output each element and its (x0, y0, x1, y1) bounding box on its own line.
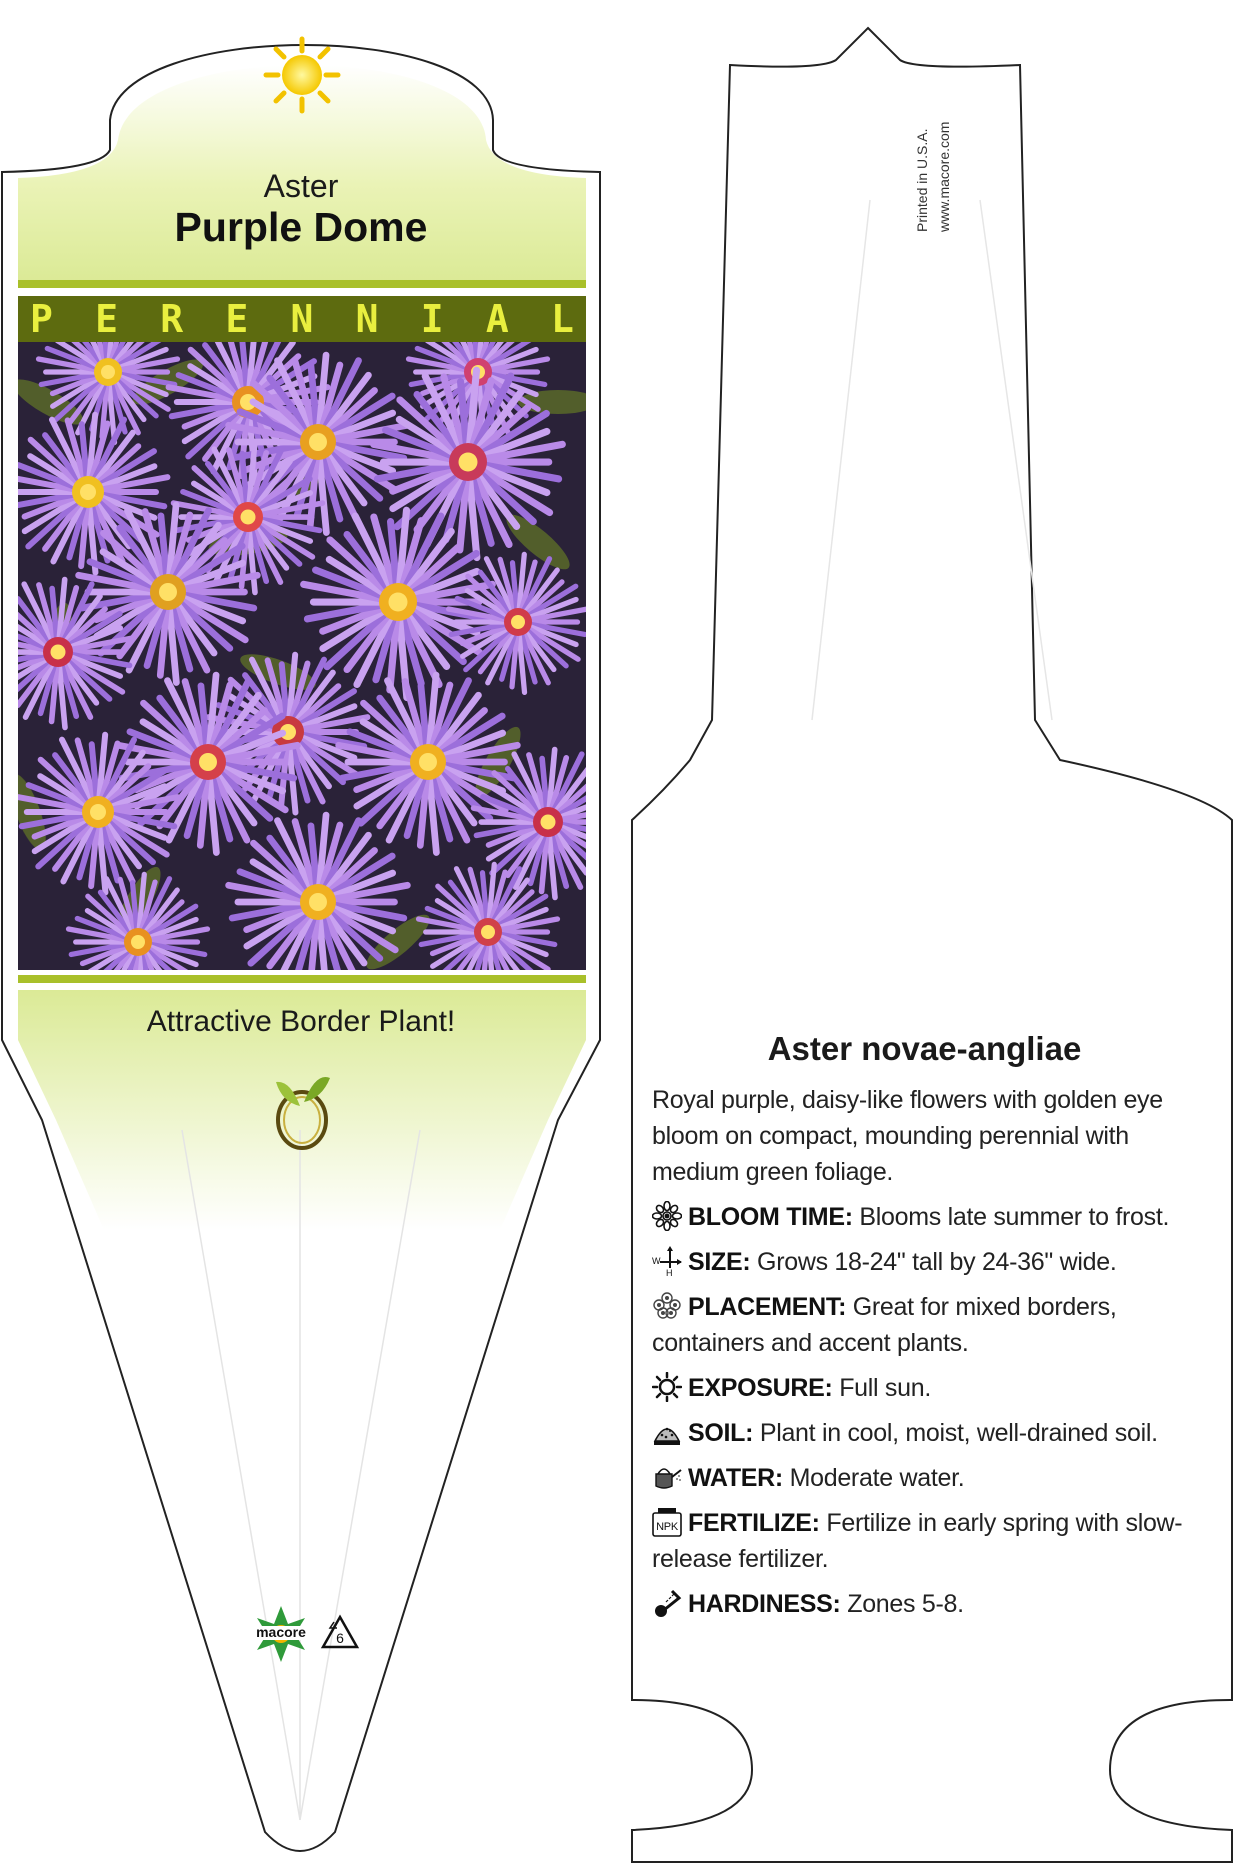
website-text: www.macore.com (936, 121, 952, 232)
category-letter: N (355, 297, 379, 341)
detail-label: FERTILIZE: (688, 1509, 820, 1537)
npk-icon (652, 1507, 682, 1537)
latin-name: Aster novae-angliae (767, 1030, 1082, 1067)
detail-bloom-time (652, 1199, 1207, 1235)
detail-size (652, 1244, 1207, 1280)
category-letter: N (290, 297, 314, 341)
detail-label: BLOOM TIME: (688, 1203, 853, 1231)
detail-label: SOIL: (688, 1419, 754, 1447)
placement-icon (652, 1291, 682, 1321)
detail-label: HARDINESS: (688, 1590, 841, 1618)
detail-text: Grows 18-24" tall by 24-36" wide. (750, 1248, 1117, 1276)
category-letter: A (485, 297, 509, 341)
category-letter: E (225, 297, 249, 341)
category-letter: I (420, 297, 444, 341)
front-cultivar: Purple Dome (174, 204, 428, 250)
category-band (18, 296, 586, 342)
detail-label: WATER: (688, 1464, 783, 1492)
thermometer-icon (652, 1588, 682, 1618)
detail-label: PLACEMENT: (688, 1293, 847, 1321)
category-letter: L (551, 297, 574, 341)
soil-icon (652, 1417, 682, 1447)
category-letter: R (160, 297, 184, 341)
sun-icon (262, 35, 342, 115)
watering-can-icon (652, 1462, 682, 1492)
printer-info (908, 90, 960, 240)
detail-text: Plant in cool, moist, well-drained soil. (753, 1419, 1158, 1447)
front-genus: Aster (263, 168, 339, 204)
detail-placement (652, 1289, 1207, 1361)
detail-text: Full sun. (832, 1374, 931, 1402)
size-icon-w: W (652, 1256, 661, 1266)
detail-text: Great for mixed borders, containers and accent plants. (652, 1293, 1117, 1357)
category-letter: P (30, 297, 53, 341)
npk-icon-label: NPK (656, 1521, 678, 1533)
detail-text: Fertilize in early spring with slow-release fertilizer. (652, 1509, 1183, 1573)
detail-text: Moderate water. (782, 1464, 965, 1492)
macore-logo (248, 1604, 314, 1664)
aster-flowers-image (18, 342, 586, 970)
size-icon (652, 1246, 682, 1276)
macore-logo-text: macore (256, 1624, 306, 1640)
description: Royal purple, daisy-like flowers with golden eye bloom on compact, mounding perennial with medium green foliage. (652, 1086, 1163, 1186)
tagline: Attractive Border Plant! (146, 1005, 456, 1038)
detail-exposure (652, 1370, 1207, 1406)
recycle-6-icon (320, 1614, 360, 1652)
detail-text: Zones 5-8. (840, 1590, 964, 1618)
size-icon-h: H (666, 1268, 673, 1276)
seedling-logo-icon (270, 1068, 334, 1152)
detail-fertilize (652, 1505, 1207, 1577)
detail-label: EXPOSURE: (688, 1374, 833, 1402)
recycle-number: 6 (336, 1630, 344, 1646)
flower-icon (652, 1201, 682, 1231)
detail-soil (652, 1415, 1207, 1451)
exposure-sun-icon (652, 1372, 682, 1402)
printed-in-text: Printed in U.S.A. (914, 128, 930, 232)
flower-photo (18, 342, 586, 970)
detail-text: Blooms late summer to frost. (852, 1203, 1170, 1231)
care-info (652, 1030, 1207, 1622)
category-letter: E (95, 297, 119, 341)
detail-water (652, 1460, 1207, 1496)
detail-hardiness (652, 1586, 1207, 1622)
detail-label: SIZE: (688, 1248, 751, 1276)
